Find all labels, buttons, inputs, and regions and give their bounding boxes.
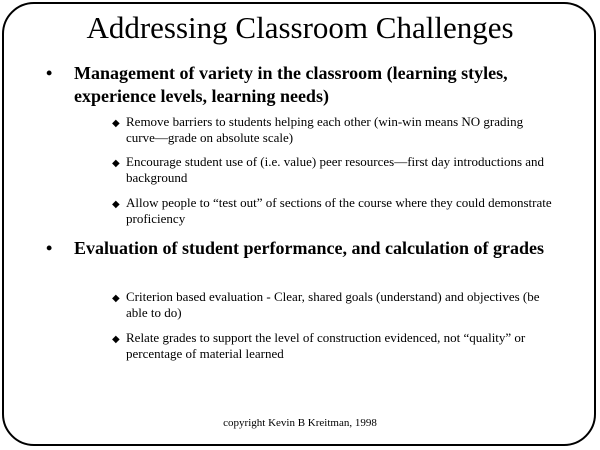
round-dot-icon: • (46, 238, 53, 258)
section-heading-variety (46, 62, 546, 108)
section-heading-text: Evaluation of student performance, and calculation of grades (74, 238, 544, 258)
list-item-text: Criterion based evaluation - Clear, shared goals (understand) and objectives (be able to do) (126, 289, 540, 320)
round-dot-icon: • (46, 63, 53, 83)
copyright-footer: copyright Kevin B Kreitman, 1998 (223, 417, 377, 429)
list-item (112, 154, 552, 186)
list-item (112, 195, 552, 227)
list-item-text: Remove barriers to students helping each other (win-win means NO grading curve—grade on absolute scale) (126, 114, 524, 145)
list-item (112, 330, 552, 362)
diamond-icon: ◆ (112, 334, 120, 345)
list-item-text: Allow people to “test out” of sections of the course where they could demonstrate proficiency (126, 195, 552, 226)
list-item-text: Relate grades to support the level of construction evidenced, not “quality” or percentage of material learned (126, 330, 526, 361)
section-heading-evaluation (46, 237, 546, 260)
diamond-icon: ◆ (112, 158, 120, 169)
list-item (112, 289, 552, 321)
slide-title: Addressing Classroom Challenges (86, 10, 514, 45)
diamond-icon: ◆ (112, 118, 120, 129)
diamond-icon: ◆ (112, 199, 120, 210)
list-item (112, 114, 552, 146)
list-item-text: Encourage student use of (i.e. value) peer resources—first day introductions and background (126, 154, 545, 185)
section-heading-text: Management of variety in the classroom (learning styles, experience levels, learning needs) (74, 63, 508, 106)
diamond-icon: ◆ (112, 293, 120, 304)
